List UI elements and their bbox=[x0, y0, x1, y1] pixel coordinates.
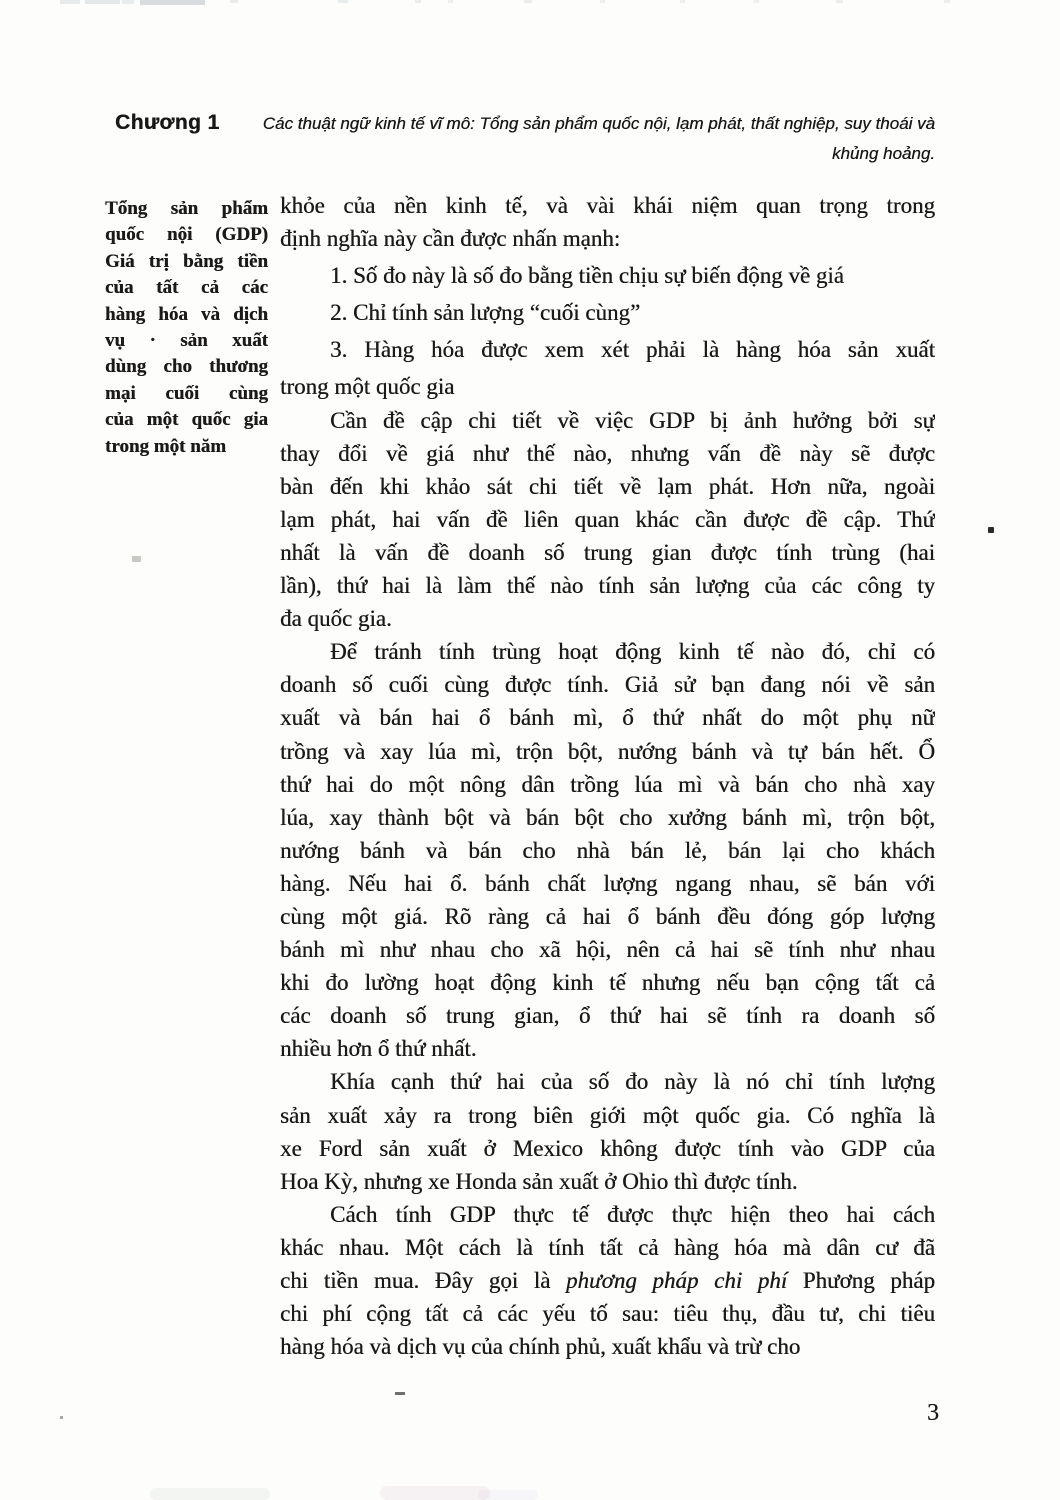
body-line: khác nhau. Một cách là tính tất cả hàng hóa mà dân cư đã bbox=[280, 1234, 935, 1260]
chapter-header bbox=[115, 108, 935, 169]
body-line: xe Ford sản xuất ở Mexico không được tính vào GDP của bbox=[280, 1135, 935, 1161]
body-line: lúa, xay thành bột và bán bột cho xưởng bánh mì, trộn bột, bbox=[280, 804, 935, 830]
margin-note-definition-line: hàng hóa và dịch bbox=[105, 303, 268, 325]
body-line: thay đổi về giá như thế nào, nhưng vấn đề này sẽ được bbox=[280, 440, 935, 466]
body-line: nhiều hơn ổ thứ nhất. bbox=[280, 1036, 477, 1062]
scan-speck bbox=[988, 527, 994, 533]
margin-note-definition-line: dùng cho thương bbox=[105, 356, 268, 378]
body-line: Khía cạnh thứ hai của số đo này là nó chỉ tính lượng bbox=[330, 1069, 935, 1095]
body-line: trồng và xay lúa mì, trộn bột, nướng bánh và tự bán hết. Ổ bbox=[280, 738, 935, 764]
body-line: thứ hai do một nông dân trồng lúa mì và bán cho nhà xay bbox=[280, 771, 935, 797]
margin-note-definition-line: mại cuối cùng bbox=[105, 382, 268, 404]
body-line: lạm phát, hai vấn đề liên quan khác cần được đề cập. Thứ bbox=[280, 506, 935, 532]
scan-edge-artifact bbox=[338, 0, 348, 3]
scan-edge-artifact bbox=[524, 0, 532, 3]
scan-edge-artifact bbox=[448, 0, 453, 3]
margin-note-definition-line: của một quốc gia bbox=[105, 409, 268, 431]
body-line: bánh mì như nhau cho xã hội, nên cả hai sẽ tính như nhau bbox=[280, 937, 935, 963]
body-line: các doanh số trung gian, ổ thứ hai sẽ tính ra doanh số bbox=[280, 1003, 935, 1029]
body-line: Cần đề cập chi tiết về việc GDP bị ảnh hưởng bởi sự bbox=[330, 407, 935, 433]
chapter-title-line1: Các thuật ngữ kinh tế vĩ mô: Tổng sản phẩm quốc nội, lạm phát, thất nghiệp, suy thoái và bbox=[262, 114, 935, 133]
scan-edge-artifact bbox=[85, 0, 120, 4]
scan-edge-artifact bbox=[680, 0, 685, 3]
scan-edge-artifact bbox=[754, 0, 759, 3]
body-line: trong một quốc gia bbox=[280, 374, 455, 400]
body-line: xuất và bán hai ổ bánh mì, ổ thứ nhất do một phụ nữ bbox=[280, 705, 935, 731]
body-line: nướng bánh và bán cho nhà bán lẻ, bán lại cho khách bbox=[280, 837, 935, 863]
scan-edge-artifact bbox=[600, 0, 605, 3]
body-text-column bbox=[280, 189, 935, 1363]
scan-speck bbox=[60, 1416, 63, 1419]
scan-edge-artifact bbox=[60, 0, 80, 4]
scan-edge-artifact bbox=[415, 0, 421, 3]
scan-edge-artifact bbox=[140, 0, 205, 5]
chapter-title-line2: khủng hoảng. bbox=[831, 144, 935, 163]
numbered-list-line: 2. Chỉ tính sản lượng “cuối cùng” bbox=[330, 300, 641, 326]
body-line: Cách tính GDP thực tế được thực hiện theo hai cách bbox=[330, 1201, 935, 1227]
body-line: định nghĩa này cần được nhấn mạnh: bbox=[280, 226, 621, 252]
page-number: 3 bbox=[927, 1400, 939, 1426]
chapter-label: Chương 1 bbox=[115, 111, 220, 134]
body-line: nhất là vấn đề doanh số trung gian được tính trùng (hai bbox=[280, 539, 935, 565]
body-line: khi đo lường hoạt động kinh tế nhưng nếu bạn cộng tất cả bbox=[280, 970, 935, 996]
scan-edge-artifact bbox=[230, 0, 238, 3]
scan-edge-artifact bbox=[944, 0, 950, 3]
body-line: khỏe của nền kinh tế, và vài khái niệm quan trọng trong bbox=[280, 193, 935, 218]
scan-speck bbox=[132, 556, 141, 562]
body-line-segment: Phương pháp bbox=[787, 1268, 935, 1293]
scan-edge-artifact bbox=[836, 0, 843, 3]
body-line: doanh số cuối cùng được tính. Giả sử bạn đang nói về sản bbox=[280, 672, 935, 698]
body-line: lần), thứ hai là làm thế nào tính sản lượng của các công ty bbox=[280, 573, 935, 599]
body-line bbox=[280, 1264, 935, 1297]
margin-note-gdp-definition bbox=[105, 196, 268, 460]
body-line: đa quốc gia. bbox=[280, 606, 392, 632]
scan-smudge bbox=[150, 1488, 270, 1500]
body-line: Hoa Kỳ, nhưng xe Honda sản xuất ở Ohio thì được tính. bbox=[280, 1168, 798, 1194]
body-line: hàng hóa và dịch vụ của chính phủ, xuất khẩu và trừ cho bbox=[280, 1334, 801, 1360]
body-line: bàn đến khi khảo sát chi tiết về lạm phát. Hơn nữa, ngoài bbox=[280, 473, 935, 499]
margin-note-definition-line: Giá trị bằng tiền bbox=[105, 250, 268, 272]
margin-note-definition-line: vụ · sản xuất bbox=[105, 330, 268, 352]
numbered-list-line: 3. Hàng hóa được xem xét phải là hàng hóa sản xuất bbox=[330, 337, 935, 363]
numbered-list-line: 1. Số đo này là số đo bằng tiền chịu sự biến động về giá bbox=[330, 263, 844, 289]
scan-smudge bbox=[478, 1490, 538, 1500]
italic-term: phương pháp chi phí bbox=[565, 1268, 788, 1293]
body-line: hàng. Nếu hai ổ. bánh chất lượng ngang nhau, sẽ bán với bbox=[280, 870, 935, 896]
body-line: chi phí cộng tất cả các yếu tố sau: tiêu thụ, đầu tư, chi tiêu bbox=[280, 1301, 935, 1327]
body-line: Để tránh tính trùng hoạt động kinh tế nào đó, chỉ có bbox=[330, 639, 935, 665]
margin-note-term-line: quốc nội (GDP) bbox=[105, 224, 268, 246]
margin-note-definition-line: của tất cả các bbox=[105, 277, 268, 299]
margin-note-term-line: Tổng sản phẩm bbox=[105, 198, 268, 219]
chapter-header-line1 bbox=[115, 108, 935, 139]
body-line: sản xuất xảy ra trong biên giới một quốc gia. Có nghĩa là bbox=[280, 1102, 935, 1128]
scan-edge-artifact bbox=[122, 0, 134, 4]
scan-speck bbox=[395, 1392, 405, 1395]
body-line-segment: chi tiền mua. Đây gọi là bbox=[280, 1268, 566, 1293]
body-line: cùng một giá. Rõ ràng cả hai ổ bánh đều đóng góp lượng bbox=[280, 903, 935, 929]
scan-smudge bbox=[380, 1486, 490, 1500]
margin-note-definition-line: trong một năm bbox=[105, 435, 227, 457]
